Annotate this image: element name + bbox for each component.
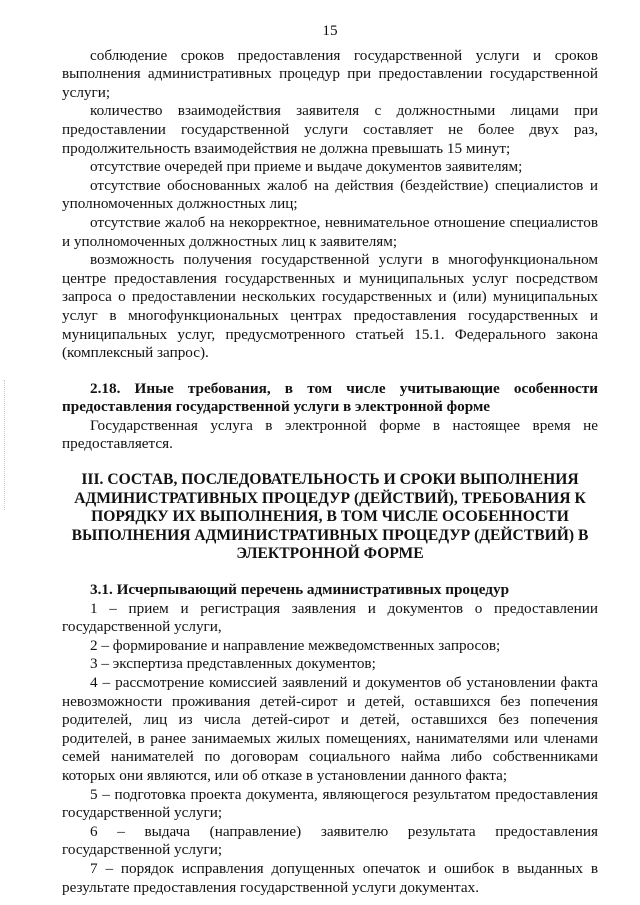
intro-list [62,47,598,363]
chapter-heading: III. СОСТАВ, ПОСЛЕДОВАТЕЛЬНОСТЬ И СРОКИ ВЫПОЛНЕНИЯ АДМИНИСТРАТИВНЫХ ПРОЦЕДУР (ДЕЙСТВИЙ), ТРЕБОВАНИЯ К ПОРЯДКУ ИХ ВЫПОЛНЕНИЯ, В ТОМ ЧИСЛЕ ОСОБЕННОСТИ ВЫПОЛНЕНИЯ АДМИНИСТРАТИВНЫХ ПРОЦЕДУР (ДЕЙСТВИЙ) В ЭЛЕКТРОННОЙ ФОРМЕ [71,471,589,563]
scan-edge-marks [4,380,7,510]
procedure-item: 6 – выдача (направление) заявителю результата предоставления государственной услуги; [62,822,598,859]
list-item: отсутствие жалоб на некорректное, невнимательное отношение специалистов и уполномоченных должностных лиц к заявителям; [62,213,598,250]
procedure-item: 5 – подготовка проекта документа, являющегося результатом предоставления государственной услуги; [62,785,598,822]
document-page [62,22,598,897]
procedure-item: 3 – экспертиза представленных документов; [90,655,376,673]
section-3-1 [62,581,598,897]
procedure-item: 7 – порядок исправления допущенных опечаток и ошибок в выданных в результате предоставления государственной услуги документах. [62,859,598,896]
chapter-3 [62,471,598,564]
section-heading: 3.1. Исчерпывающий перечень административных процедур [90,581,510,599]
page-number: 15 [322,22,338,39]
procedure-item: 1 – прием и регистрация заявления и документов о предоставлении государственной услуги, [62,599,598,636]
section-2-18 [62,380,598,454]
list-item: соблюдение сроков предоставления государственной услуги и сроков выполнения административных процедур при предоставлении государственной услуги; [62,46,598,101]
procedure-item: 4 – рассмотрение комиссией заявлений и документов об установлении факта невозможности проживания детей-сирот и детей, оставшихся без попечения родителей, лиц из числа детей-сирот и детей, оставшихся без попечения родителей, в ранее занимаемых жилых помещениях, нанимателями или членами семей нанимателей по договорам социального найма либо собственниками которых они являются, или об отказе в установлении данного факта; [62,674,598,784]
section-text: Государственная услуга в электронной форме в настоящее время не предоставляется. [62,416,598,453]
list-item: количество взаимодействия заявителя с должностными лицами при предоставлении государственной услуги составляет не более двух раз, продолжительность взаимодействия не должна превышать 15 минут; [62,102,598,157]
list-item: отсутствие очередей при приеме и выдаче документов заявителям; [90,158,523,176]
section-heading: 2.18. Иные требования, в том числе учитывающие особенности предоставления государственной услуги в электронной форме [62,379,598,416]
list-item: отсутствие обоснованных жалоб на действия (бездействие) специалистов и уполномоченных должностных лиц; [62,176,598,213]
list-item: возможность получения государственной услуги в многофункциональном центре предоставления государственных и муниципальных услуг посредством запроса о предоставлении нескольких государственных и (или) муниципальных услуг в многофункциональных центрах предоставления государственных и муниципальных услуг, предусмотренного статьей 15.1. Федерального закона (комплексный запрос). [62,251,598,362]
procedure-item: 2 – формирование и направление межведомственных запросов; [90,636,501,654]
